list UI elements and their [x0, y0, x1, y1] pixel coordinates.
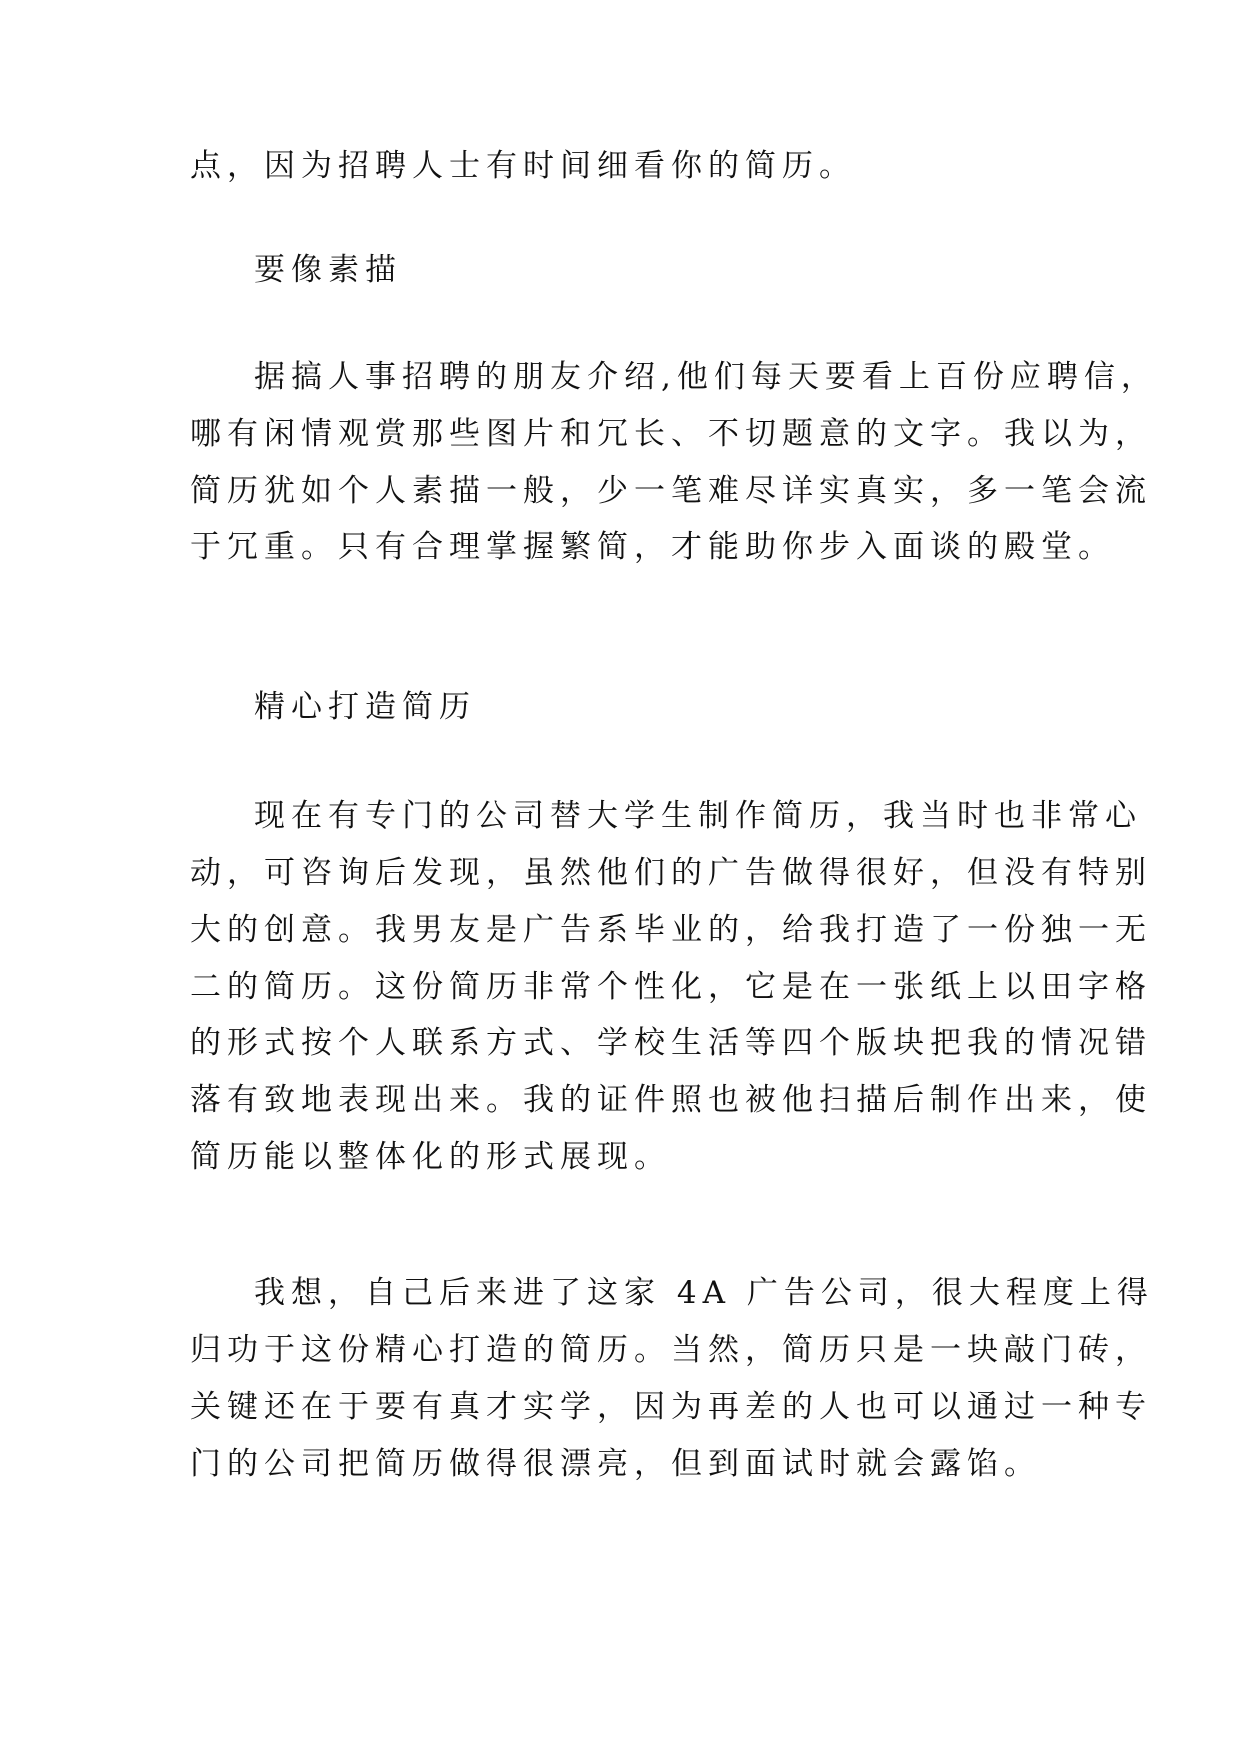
paragraph-3-line-4: 二的简历。这份简历非常个性化，它是在一张纸上以田字格: [190, 969, 1152, 1005]
paragraph-3-line-5: 的形式按个人联系方式、学校生活等四个版块把我的情况错: [190, 1025, 1152, 1061]
paragraph-3-line-1: 现在有专门的公司替大学生制作简历，我当时也非常心: [254, 798, 1142, 834]
heading-crafted-resume: 精心打造简历: [254, 689, 476, 725]
heading-sketch: 要像素描: [254, 252, 402, 288]
paragraph-4-line-4: 门的公司把简历做得很漂亮，但到面试时就会露馅。: [190, 1446, 1041, 1482]
paragraph-4-line-2: 归功于这份精心打造的简历。当然，简历只是一块敲门砖，: [190, 1332, 1152, 1368]
paragraph-3-line-6: 落有致地表现出来。我的证件照也被他扫描后制作出来，使: [190, 1082, 1152, 1118]
paragraph-4-line-3: 关键还在于要有真才实学，因为再差的人也可以通过一种专: [190, 1389, 1152, 1425]
paragraph-3-line-2: 动，可咨询后发现，虽然他们的广告做得很好，但没有特别: [190, 855, 1152, 891]
paragraph-2-line-4: 于冗重。只有合理掌握繁简，才能助你步入面谈的殿堂。: [190, 529, 1115, 565]
paragraph-2-line-2: 哪有闲情观赏那些图片和冗长、不切题意的文字。我以为，: [190, 416, 1152, 452]
paragraph-4-line-1: 我想，自己后来进了这家 4A 广告公司，很大程度上得: [254, 1275, 1154, 1311]
paragraph-2-line-1: 据搞人事招聘的朋友介绍,他们每天要看上百份应聘信，: [254, 359, 1158, 395]
paragraph-1-line-1: 点，因为招聘人士有时间细看你的简历。: [190, 148, 856, 184]
paragraph-3-line-7: 简历能以整体化的形式展现。: [190, 1139, 671, 1175]
paragraph-2-line-3: 简历犹如个人素描一般，少一笔难尽详实真实，多一笔会流: [190, 473, 1152, 509]
paragraph-3-line-3: 大的创意。我男友是广告系毕业的，给我打造了一份独一无: [190, 912, 1152, 948]
